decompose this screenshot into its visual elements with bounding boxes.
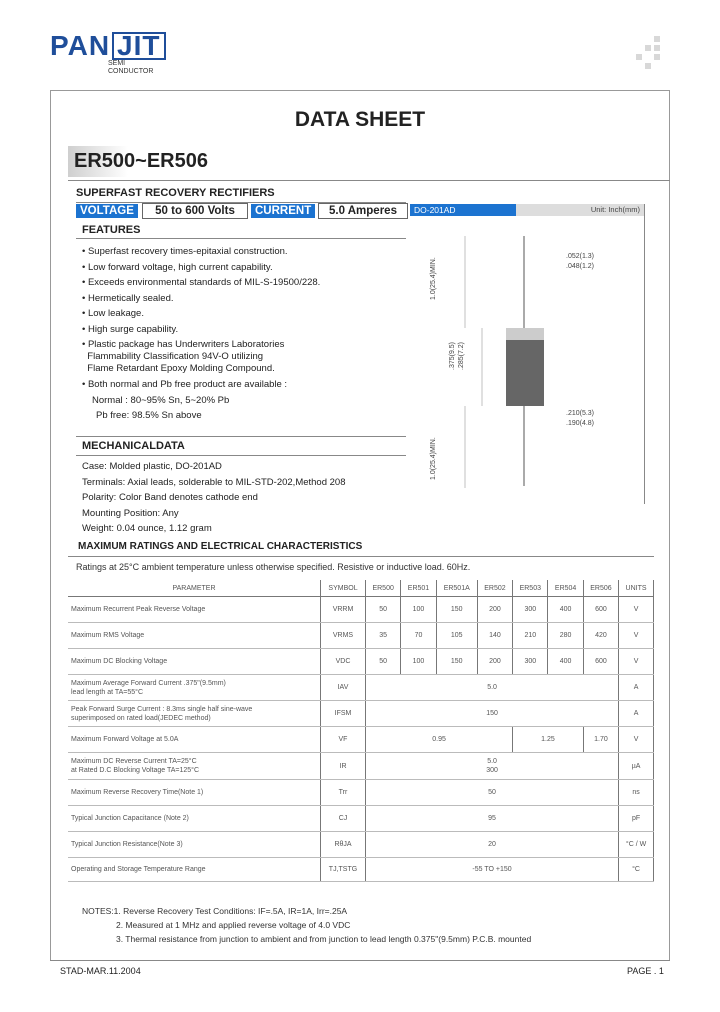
logo-sub-2: CONDUCTOR [108,68,154,75]
note-item: 2. Measured at 1 MHz and applied reverse voltage of 4.0 VDC [116,920,351,930]
mech-title: MECHANICALDATA [82,440,185,452]
mech-item: Weight: 0.04 ounce, 1.12 gram [82,523,212,534]
dim-lead-dia-bot: .048(1.2) [566,263,595,270]
table-row: Maximum RMS Voltage VRMS 35 70 105 140 210 280 420 V [68,623,654,649]
header-cell: ER503 [513,580,548,597]
feature-pbfree: Pb free: 98.5% Sn above [96,410,202,421]
table-row: Maximum Recurrent Peak Reverse Voltage VRRM 50 100 150 200 300 400 600 V [68,597,654,623]
dim-lead-len-bot: 1.0(25.4)MIN. [430,437,437,480]
package-drawing [410,216,644,506]
voltage-label: VOLTAGE [76,204,138,218]
notes [82,904,531,946]
ratings-title: MAXIMUM RATINGS AND ELECTRICAL CHARACTERISTICS [78,541,363,552]
header-cell: ER506 [583,580,618,597]
table-row: Maximum Reverse Recovery Time(Note 1) Trr 50 ns [68,780,654,806]
logo-subtitle [108,60,153,76]
feature-normal: Normal : 80~95% Sn, 5~20% Pb [92,394,230,406]
package-border [644,204,645,504]
current-value: 5.0 Amperes [318,203,408,219]
mech-list [82,459,412,537]
feature-item: • Hermetically sealed. [82,292,174,304]
table-row: Maximum Forward Voltage at 5.0A VF 0.95 1.25 1.70 V [68,727,654,753]
table-row: Typical Junction Capacitance (Note 2) CJ 95 pF [68,806,654,832]
table-row: Maximum DC Blocking Voltage VDC 50 100 150 200 300 400 600 V [68,649,654,675]
table-row: Operating and Storage Temperature Range TJ,TSTG -55 TO +150 °C [68,858,654,882]
feature-item: • Superfast recovery times-epitaxial construction. [82,246,288,257]
ratings-table [68,580,654,882]
ratings-rule [68,556,654,557]
lead-bottom [523,406,525,486]
logo-sub-1: SEMI [108,60,126,67]
feature-item: • Exceeds environmental standards of MIL-S-19500/228. [82,277,321,288]
mech-item: Terminals: Axial leads, solderable to MIL-STD-202,Method 208 [82,476,346,488]
note-item: NOTES:1. Reverse Recovery Test Conditions: IF=.5A, IR=1A, Irr=.25A [82,906,348,916]
part-range: ER500~ER506 [68,146,218,177]
package-label: DO-201AD [410,204,516,216]
feature-item: • Plastic package has Underwriters Laboratories Flammability Classification 94V-O utilizing Flame Retardant Epoxy Molding Compound. [82,339,285,374]
table-row: Typical Junction Resistance(Note 3) RθJA 20 °C / W [68,832,654,858]
mech-rule [76,455,406,456]
unit-note: Unit: Inch(mm) [516,204,644,216]
feature-item: • High surge capability. [82,323,179,335]
current-label: CURRENT [251,204,315,218]
note-item: 3. Thermal resistance from junction to ambient and from junction to lead length 0.375"(9.5mm) P.C.B. mounted [116,934,532,944]
dim-body-len-a: .375(9.5) [449,341,456,370]
lead-top [523,236,525,344]
feature-item: • Low forward voltage, high current capability. [82,261,273,273]
ratings-note: Ratings at 25°C ambient temperature unless otherwise specified. Resistive or inductive load. 60Hz. [76,562,471,572]
dim-body-len-b: .285(7.2) [458,341,465,370]
footer-rule [50,960,670,961]
header-cell: PARAMETER [68,580,321,597]
cathode-band [506,328,544,340]
table-row: Maximum DC Reverse Current TA=25°C at Rated D.C Blocking Voltage TA=125°C IR 5.0 300 µA [68,753,654,780]
mech-item: Case: Molded plastic, DO-201AD [82,461,222,472]
mech-rule-top [76,436,406,437]
header-cell: ER501A [436,580,477,597]
table-header [68,580,654,597]
subtitle: SUPERFAST RECOVERY RECTIFIERS [76,187,275,199]
part-divider [68,180,670,181]
header-cell: SYMBOL [321,580,366,597]
feature-item: • Low leakage. [82,308,144,319]
footer-page: PAGE . 1 [627,966,664,976]
company-logo [50,30,166,62]
features-rule [76,238,406,239]
header-cell: ER501 [401,580,436,597]
voltage-value: 50 to 600 Volts [142,203,248,219]
table-row: Maximum Average Forward Current .375"(9.5mm) lead length at TA=55°C IAV 5.0 A [68,675,654,701]
table-row: Peak Forward Surge Current : 8.3ms single half sine-wave superimposed on rated load(JEDEC method) IFSM 150 A [68,701,654,727]
dim-lead-dia-top: .052(1.3) [566,253,595,260]
features-list [82,244,402,424]
header-cell: ER504 [548,580,583,597]
header-cell: ER500 [366,580,401,597]
frame-top [50,90,670,91]
dim-lead-len-top: 1.0(25.4)MIN. [430,257,437,300]
feature-item: • Both normal and Pb free product are available : [82,379,288,390]
frame-left [50,90,51,960]
dim-body-dia-bot: .190(4.8) [566,420,595,427]
dim-body-dia-top: .210(5.3) [566,410,595,417]
doc-title: DATA SHEET [294,108,426,131]
mech-item: Mounting Position: Any [82,507,179,519]
features-title: FEATURES [82,224,141,236]
mech-item: Polarity: Color Band denotes cathode end [82,492,258,503]
frame-right [669,90,670,960]
footer-date: STAD-MAR.11.2004 [60,966,141,976]
logo-text-jit: JIT [112,32,165,60]
header-cell: ER502 [477,580,512,597]
logo-text-pan: PAN [50,30,111,61]
header-cell: UNITS [619,580,654,597]
